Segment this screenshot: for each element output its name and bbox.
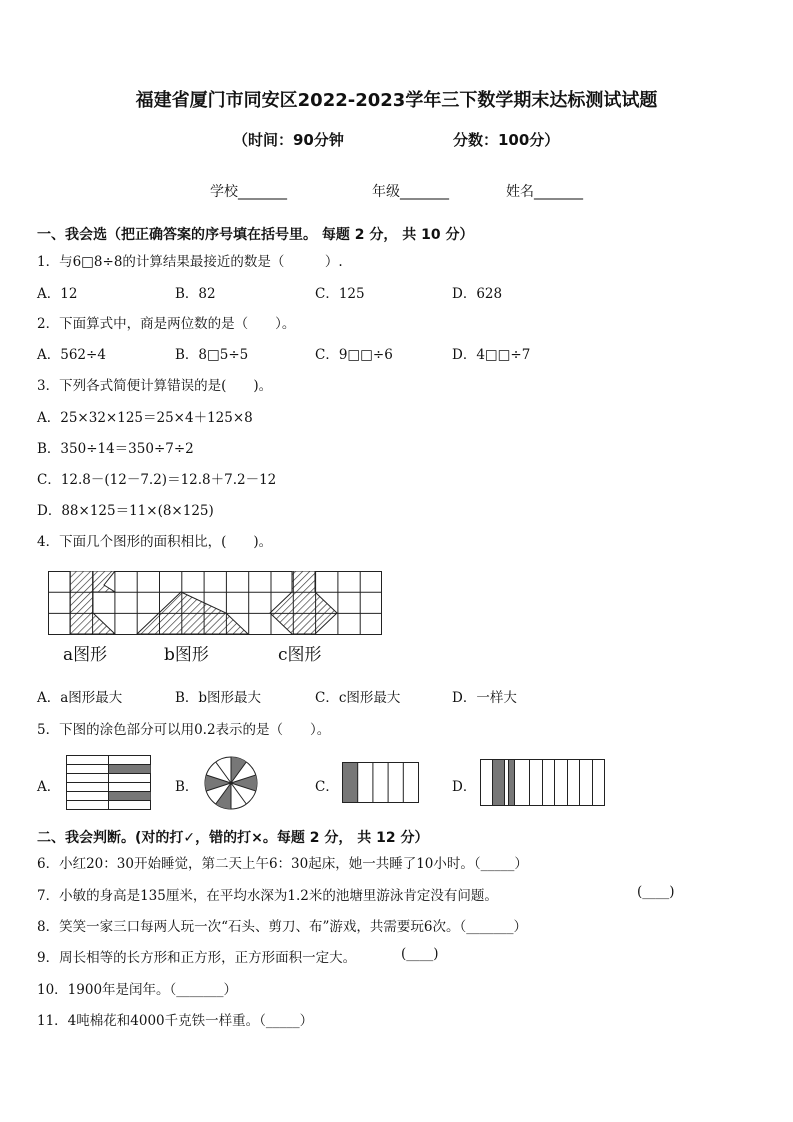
judge-item-10: 10．1900年是闰年。（_______） [37,982,238,998]
q4-option-b[interactable]: B．b图形最大 [175,690,262,706]
page-title: 福建省厦门市同安区2022-2023学年三下数学期末达标测试试题 [135,90,658,111]
q5-figure-c[interactable] [342,762,420,804]
q4-option-c[interactable]: C．c图形最大 [315,690,401,706]
q4-label-b: b图形 [164,645,209,665]
judge-item-9-blank[interactable]: (____) [401,946,439,962]
q5-option-d[interactable]: D． [452,779,477,795]
judge-item-8: 8．笑笑一家三口每两人玩一次“石头、剪刀、布”游戏，共需要玩6次。（_______） [37,919,527,935]
name-field[interactable]: 姓名_______ [506,184,583,200]
q3-option-b[interactable]: B．350÷14＝350÷7÷2 [37,441,194,457]
q5-figure-d[interactable] [480,759,606,807]
exam-time: （时间：90分钟 [233,131,344,149]
q2-option-a[interactable]: A．562÷4 [37,347,106,363]
q2-stem: 2．下面算式中，商是两位数的是（ ）。 [37,316,296,332]
judge-item-7-blank[interactable]: (____) [637,884,675,900]
judge-item-7: 7．小敏的身高是135厘米，在平均水深为1.2米的池塘里游泳肯定没有问题。 [37,888,498,904]
q5-figure-a[interactable] [66,755,152,811]
q2-option-b[interactable]: B．8□5÷5 [175,347,249,363]
q1-option-d[interactable]: D．628 [452,286,503,302]
q3-option-d[interactable]: D．88×125＝11×(8×125) [37,503,214,519]
judge-item-11: 11．4吨棉花和4000千克铁一样重。（_____） [37,1013,314,1029]
q4-label-c: c图形 [278,645,322,665]
school-field[interactable]: 学校_______ [210,184,287,200]
q2-option-d[interactable]: D．4□□÷7 [452,347,531,363]
q4-option-d[interactable]: D．一样大 [452,690,517,706]
section-1-heading: 一、我会选（把正确答案的序号填在括号里。 每题 2 分， 共 10 分） [37,227,474,243]
q5-option-a[interactable]: A． [37,779,61,795]
exam-score: 分数：100分） [453,131,560,149]
q3-option-a[interactable]: A．25×32×125＝25×4＋125×8 [37,410,253,426]
q3-option-c[interactable]: C．12.8－(12－7.2)＝12.8＋7.2－12 [37,472,277,488]
q4-label-a: a图形 [63,645,108,665]
q5-option-b[interactable]: B． [175,779,199,795]
section-2-heading: 二、我会判断。(对的打✓，错的打×。每题 2 分， 共 12 分） [37,830,429,846]
grade-field[interactable]: 年级_______ [372,184,449,200]
q2-option-c[interactable]: C．9□□÷6 [315,347,393,363]
q1-option-b[interactable]: B．82 [175,286,216,302]
q1-option-a[interactable]: A．12 [37,286,78,302]
q4-stem: 4．下面几个图形的面积相比，( )。 [37,534,273,550]
q1-stem: 1．与6□8÷8的计算结果最接近的数是（ ）. [37,254,343,270]
q1-option-c[interactable]: C．125 [315,286,365,302]
q4-area-grid-figure [48,571,384,638]
q5-option-c[interactable]: C． [315,779,339,795]
judge-item-6: 6．小红20：30开始睡觉，第二天上午6：30起床，她一共睡了10小时。（_____） [37,856,528,872]
judge-item-9: 9．周长相等的长方形和正方形，正方形面积一定大。 [37,950,357,966]
q4-option-a[interactable]: A．a图形最大 [37,690,123,706]
q5-figure-b[interactable] [203,755,259,811]
q5-stem: 5．下图的涂色部分可以用0.2表示的是（ ）。 [37,722,331,738]
q3-stem: 3．下列各式简便计算错误的是( )。 [37,378,273,394]
